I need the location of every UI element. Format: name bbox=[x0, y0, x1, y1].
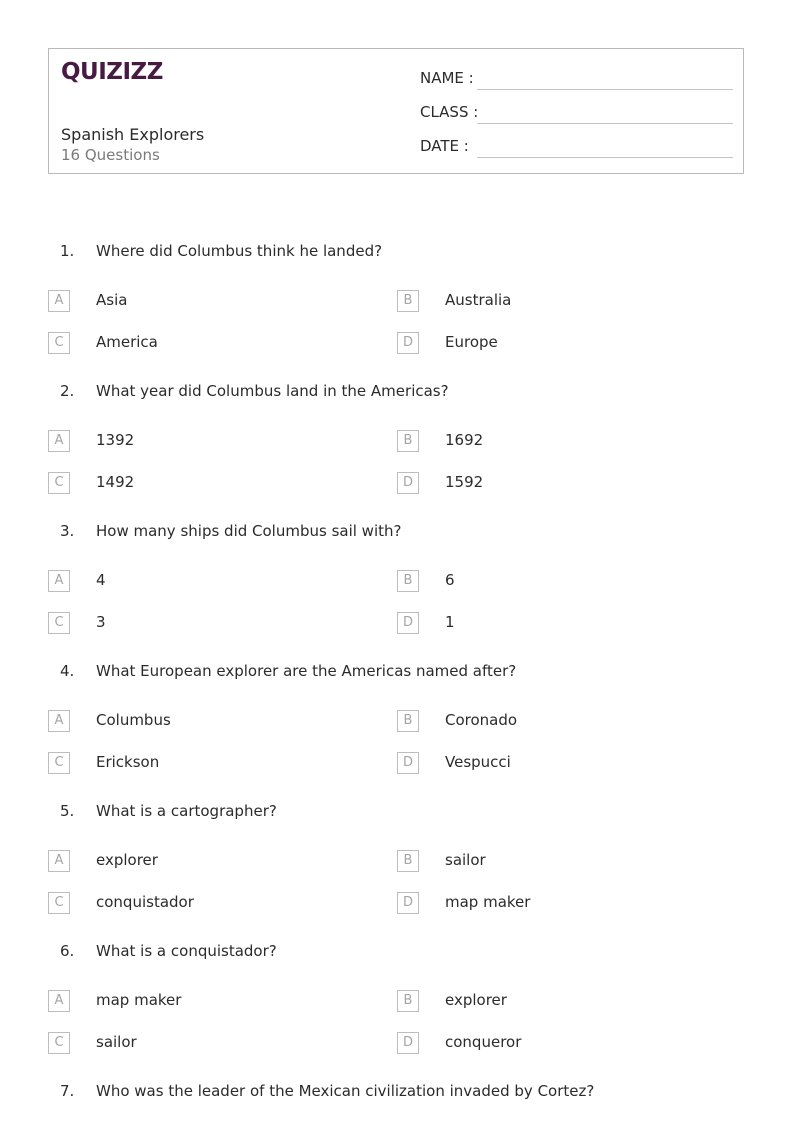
option-text: 4 bbox=[96, 571, 106, 589]
question-text: What is a cartographer? bbox=[96, 802, 277, 820]
option-text: sailor bbox=[445, 851, 486, 869]
question-text: What year did Columbus land in the Americas? bbox=[96, 382, 449, 400]
question-text: How many ships did Columbus sail with? bbox=[96, 522, 402, 540]
option-text: 6 bbox=[445, 571, 455, 589]
option-text: Australia bbox=[445, 291, 512, 309]
question-count: 16 Questions bbox=[61, 146, 160, 164]
name-label: NAME : bbox=[420, 69, 474, 87]
option-letter-box[interactable]: D bbox=[397, 1032, 419, 1054]
option-text: Coronado bbox=[445, 711, 518, 729]
option-text: explorer bbox=[96, 851, 158, 869]
option-text: sailor bbox=[96, 1033, 137, 1051]
option-letter-box[interactable]: D bbox=[397, 472, 419, 494]
question-number: 2. bbox=[60, 382, 75, 400]
option-letter-box[interactable]: A bbox=[48, 850, 70, 872]
date-line[interactable] bbox=[477, 157, 733, 158]
question-number: 3. bbox=[60, 522, 75, 540]
option-text: 1692 bbox=[445, 431, 484, 449]
option-letter-box[interactable]: B bbox=[397, 710, 419, 732]
option-text: Vespucci bbox=[445, 753, 511, 771]
quizizz-logo: QUIZIZZ bbox=[61, 59, 163, 85]
option-text: America bbox=[96, 333, 158, 351]
question-number: 4. bbox=[60, 662, 75, 680]
option-text: 1 bbox=[445, 613, 455, 631]
class-line[interactable] bbox=[477, 123, 733, 124]
option-text: 1492 bbox=[96, 473, 135, 491]
question-number: 5. bbox=[60, 802, 75, 820]
question-text: Who was the leader of the Mexican civilization invaded by Cortez? bbox=[96, 1082, 595, 1100]
option-letter-box[interactable]: D bbox=[397, 752, 419, 774]
name-line[interactable] bbox=[477, 89, 733, 90]
question-number: 6. bbox=[60, 942, 75, 960]
option-letter-box[interactable]: A bbox=[48, 570, 70, 592]
option-letter-box[interactable]: A bbox=[48, 290, 70, 312]
option-text: 3 bbox=[96, 613, 106, 631]
option-letter-box[interactable]: C bbox=[48, 332, 70, 354]
option-text: explorer bbox=[445, 991, 507, 1009]
option-letter-box[interactable]: D bbox=[397, 612, 419, 634]
option-letter-box[interactable]: D bbox=[397, 332, 419, 354]
date-label: DATE : bbox=[420, 137, 469, 155]
option-letter-box[interactable]: B bbox=[397, 570, 419, 592]
option-text: conqueror bbox=[445, 1033, 522, 1051]
option-letter-box[interactable]: C bbox=[48, 472, 70, 494]
option-letter-box[interactable]: D bbox=[397, 892, 419, 914]
option-letter-box[interactable]: A bbox=[48, 710, 70, 732]
option-text: Europe bbox=[445, 333, 498, 351]
option-letter-box[interactable]: C bbox=[48, 612, 70, 634]
question-number: 1. bbox=[60, 242, 75, 260]
option-text: conquistador bbox=[96, 893, 194, 911]
option-text: 1392 bbox=[96, 431, 135, 449]
option-letter-box[interactable]: B bbox=[397, 850, 419, 872]
option-text: Columbus bbox=[96, 711, 171, 729]
question-text: What European explorer are the Americas named after? bbox=[96, 662, 517, 680]
option-letter-box[interactable]: A bbox=[48, 990, 70, 1012]
option-letter-box[interactable]: B bbox=[397, 430, 419, 452]
option-letter-box[interactable]: C bbox=[48, 752, 70, 774]
option-letter-box[interactable]: B bbox=[397, 290, 419, 312]
option-letter-box[interactable]: C bbox=[48, 892, 70, 914]
question-text: What is a conquistador? bbox=[96, 942, 277, 960]
option-letter-box[interactable]: A bbox=[48, 430, 70, 452]
worksheet-header bbox=[48, 48, 744, 174]
option-text: map maker bbox=[445, 893, 531, 911]
option-letter-box[interactable]: B bbox=[397, 990, 419, 1012]
option-text: Erickson bbox=[96, 753, 160, 771]
option-text: 1592 bbox=[445, 473, 484, 491]
worksheet-title: Spanish Explorers bbox=[61, 125, 205, 144]
question-text: Where did Columbus think he landed? bbox=[96, 242, 383, 260]
question-number: 7. bbox=[60, 1082, 75, 1100]
option-text: Asia bbox=[96, 291, 128, 309]
option-text: map maker bbox=[96, 991, 182, 1009]
class-label: CLASS : bbox=[420, 103, 479, 121]
option-letter-box[interactable]: C bbox=[48, 1032, 70, 1054]
